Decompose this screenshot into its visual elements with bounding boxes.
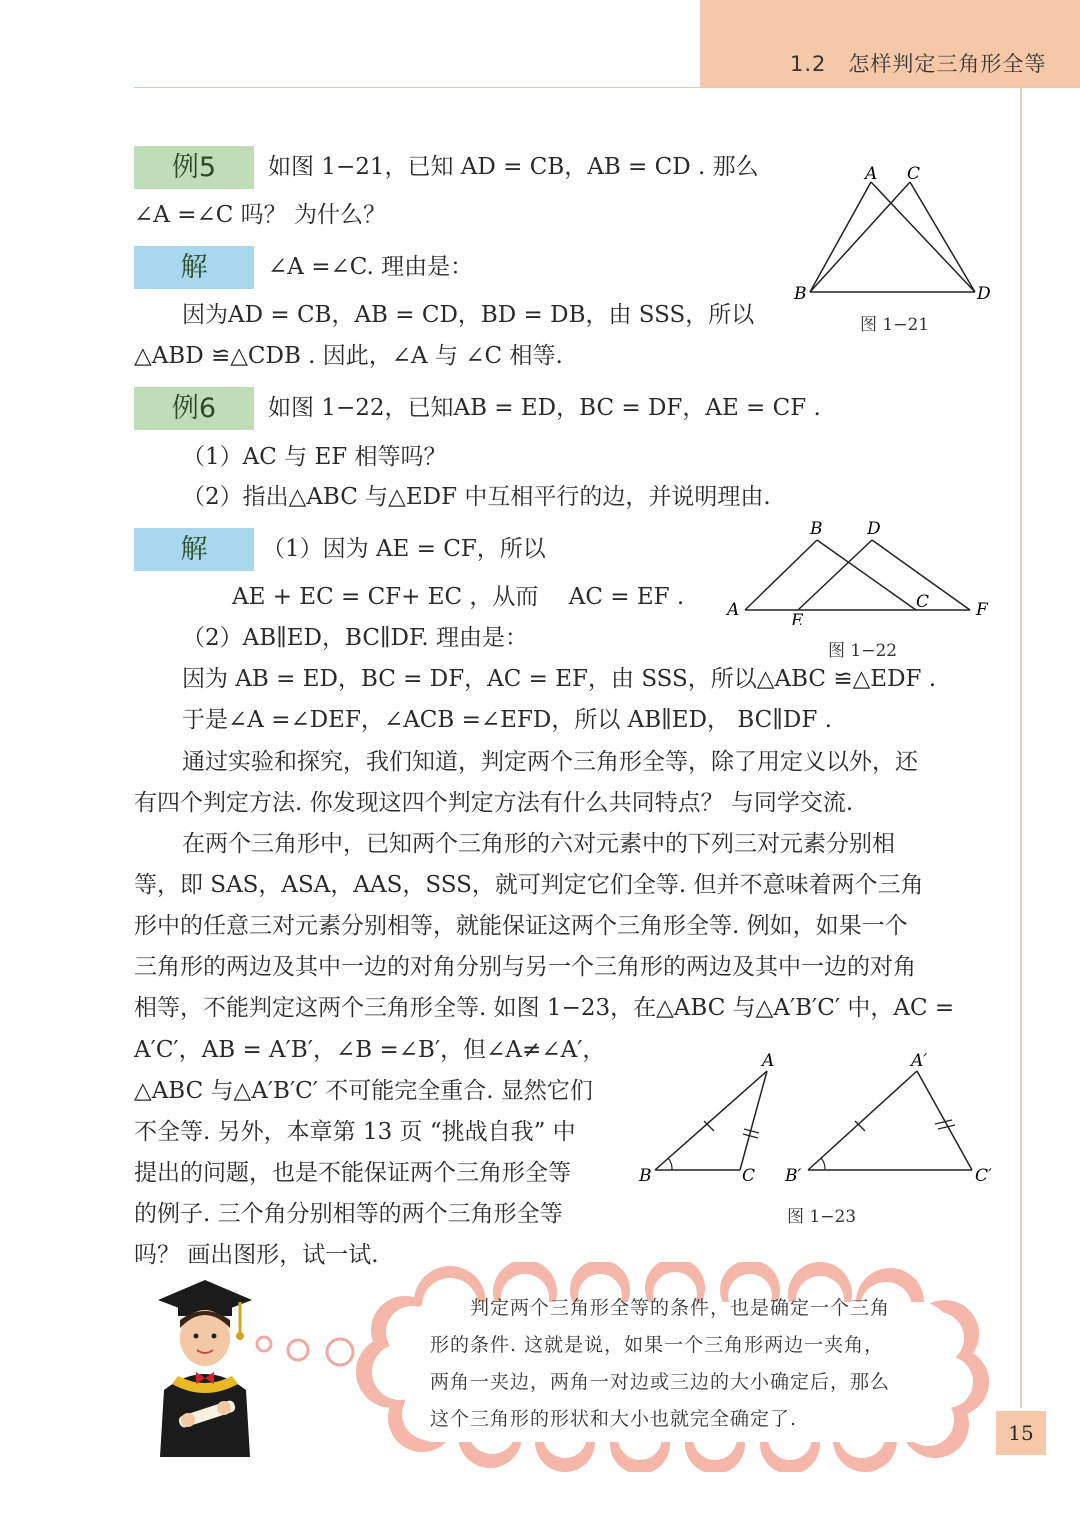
paragraph-2-line-10: 的例子. 三个角分别相等的两个三角形全等 [134, 1201, 563, 1227]
paragraph-1-line-1: 通过实验和探究，我们知道，判定两个三角形全等，除了用定义以外，还 [182, 749, 918, 775]
page-number: 15 [996, 1411, 1046, 1455]
paragraph-2-line-2: 等，即 SAS，ASA，AAS，SSS，就可判定它们全等. 但并不意味着两个三角 [134, 872, 924, 898]
point-label-d: D [977, 284, 991, 304]
segment-ab [655, 1071, 767, 1170]
point-label-c: C [742, 1166, 756, 1186]
segment-ab [745, 540, 817, 610]
solution-5-line-3: △ABD ≌△CDB . 因此，∠A 与 ∠C 相等. [134, 343, 563, 369]
paragraph-2-line-4: 三角形的两边及其中一边的对角分别与另一个三角形的两边及其中一边的对角 [134, 954, 916, 980]
figure-1-23-caption: 图 1−23 [787, 1207, 857, 1227]
point-label-f: F [976, 600, 988, 620]
point-label-b: B [794, 284, 807, 304]
solution-5-line-1: ∠A =∠C. 理由是： [268, 254, 474, 280]
header-divider [134, 87, 1080, 88]
example-6-line-1: 如图 1−22，已知AB = ED，BC = DF，AE = CF . [268, 395, 821, 421]
segment-ed [798, 540, 872, 610]
figure-1-22 [720, 515, 1000, 625]
figure-1-22-caption: 图 1−22 [828, 641, 898, 661]
segment-cd [910, 182, 975, 292]
point-label-a: A [762, 1051, 775, 1071]
bubble-line-4: 这个三角形的形状和大小也就完全确定了. [430, 1408, 798, 1430]
point-label-b: B [810, 519, 823, 539]
point-label-a-prime: A′ [911, 1051, 928, 1071]
point-label-a: A [865, 164, 878, 184]
segment-ac [740, 1071, 767, 1170]
paragraph-2-line-3: 形中的任意三对元素分别相等，就能保证这两个三角形全等. 例如，如果一个 [134, 913, 908, 939]
point-label-a: A [727, 600, 740, 620]
paragraph-2-line-11: 吗？ 画出图形，试一试. [134, 1242, 379, 1268]
example-6-question-1: （1）AC 与 EF 相等吗？ [182, 444, 447, 470]
paragraph-2-line-1: 在两个三角形中，已知两个三角形的六对元素中的下列三对元素分别相 [182, 831, 895, 857]
paragraph-2-line-6: A′C′，AB = A′B′，∠B =∠B′，但∠A≠∠A′， [134, 1037, 606, 1063]
solution-6-line-5: 于是∠A =∠DEF，∠ACB =∠EFD，所以 AB∥ED， BC∥DF . [182, 707, 832, 733]
example-6-question-2: （2）指出△ABC 与△EDF 中互相平行的边，并说明理由. [182, 484, 771, 510]
bubble-line-2: 形的条件. 这就是说，如果一个三角形两边一夹角， [430, 1334, 885, 1356]
segment-cb [810, 182, 910, 292]
segment-bc [817, 540, 916, 610]
figure-1-21-caption: 图 1−21 [860, 315, 930, 335]
angle-arc-b1 [821, 1158, 825, 1170]
paragraph-2-line-7: △ABC 与△A′B′C′ 不可能完全重合. 显然它们 [134, 1078, 593, 1104]
figure-1-21 [780, 155, 1000, 335]
tick-ac-2 [743, 1134, 758, 1138]
tick-a1c1-1 [935, 1120, 952, 1124]
segment-a1b1 [808, 1071, 917, 1170]
example-5-line-2: ∠A =∠C 吗？ 为什么？ [134, 202, 386, 228]
solution-5-tag: 解 [134, 246, 254, 289]
point-label-b: B [639, 1166, 652, 1186]
point-label-e: E [791, 611, 804, 625]
point-label-d: D [867, 519, 881, 539]
paragraph-2-line-9: 提出的问题，也是不能保证两个三角形全等 [134, 1160, 571, 1186]
example-5-tag: 例5 [134, 146, 254, 189]
point-label-c-prime: C′ [975, 1166, 992, 1186]
side-margin-rule [1020, 88, 1022, 1408]
point-label-c: C [907, 164, 921, 184]
example-5-line-1: 如图 1−21，已知 AD = CB，AB = CD . 那么 [268, 154, 759, 180]
paragraph-2-line-5: 相等，不能判定这两个三角形全等. 如图 1−23，在△ABC 与△A′B′C′ 中，AC = [134, 995, 955, 1021]
bubble-line-1: 判定两个三角形全等的条件，也是确定一个三角 [470, 1297, 891, 1319]
paragraph-1-line-2: 有四个判定方法. 你发现这四个判定方法有什么共同特点？ 与同学交流. [134, 790, 854, 816]
paragraph-2-line-8: 不全等. 另外，本章第 13 页 “挑战自我” 中 [134, 1119, 576, 1145]
segment-ab [810, 182, 871, 292]
solution-6-line-4: 因为 AB = ED，BC = DF，AC = EF，由 SSS，所以△ABC ≌△EDF . [182, 666, 937, 692]
solution-5-line-2: 因为AD = CB，AB = CD，BD = DB，由 SSS，所以 [182, 302, 755, 328]
example-6-tag: 例6 [134, 387, 254, 430]
solution-6-line-3: （2）AB∥ED，BC∥DF. 理由是： [182, 625, 528, 651]
bubble-line-3: 两角一夹边，两角一对边或三边的大小确定后，那么 [430, 1371, 891, 1393]
segment-a1c1 [917, 1071, 972, 1170]
point-label-b-prime: B′ [785, 1166, 802, 1186]
point-label-c: C [916, 592, 930, 612]
solution-6-line-1: （1）因为 AE = CF，所以 [262, 536, 546, 562]
segment-ad [871, 182, 975, 292]
solution-6-line-2: AE + EC = CF+ EC ，从而 AC = EF . [232, 584, 685, 610]
section-title: 1.2 怎样判定三角形全等 [790, 52, 1047, 76]
solution-6-tag: 解 [134, 528, 254, 571]
figure-1-23 [630, 1045, 1000, 1195]
angle-arc-b [668, 1158, 672, 1170]
